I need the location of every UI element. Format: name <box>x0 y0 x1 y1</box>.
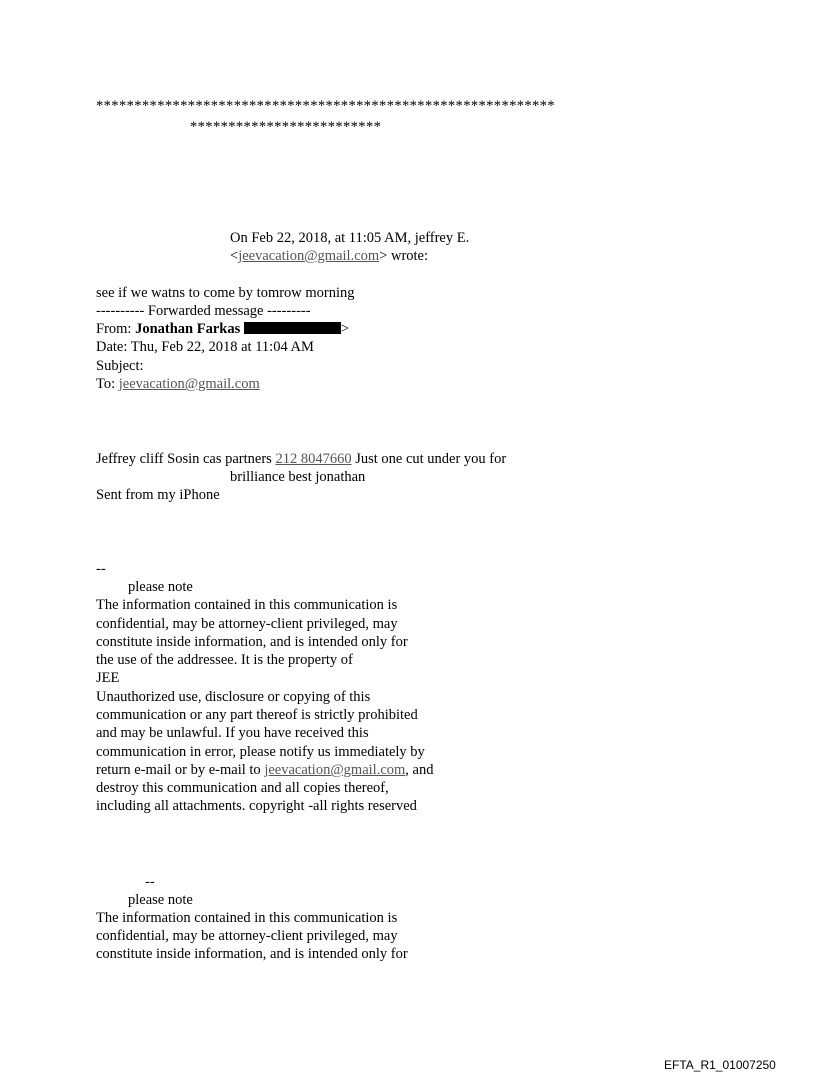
disclaimer-email-link[interactable]: jeevacation@gmail.com <box>264 762 406 778</box>
disclaimer-line: Unauthorized use, disclosure or copying of this <box>96 689 371 705</box>
disclaimer-line: The information contained in this communication is <box>96 597 398 613</box>
disclaimer-return-after: , and <box>405 762 434 778</box>
quote-header-lt: < <box>230 248 239 264</box>
quote-header-wrote: > wrote: <box>379 248 429 264</box>
to-label: To: <box>96 376 119 392</box>
from-name: Jonathan Farkas <box>135 321 241 337</box>
quote-header-email-line <box>230 247 428 266</box>
disclaimer-line: the use of the addressee. It is the property of <box>96 652 353 668</box>
to-line <box>96 375 260 394</box>
disclaimer-line: confidential, may be attorney-client privileged, may <box>96 928 398 944</box>
please-note-label: please note <box>128 892 193 908</box>
subject-line: Subject: <box>96 358 144 374</box>
from-line <box>96 320 349 339</box>
message-line-2: brilliance best jonathan <box>230 469 366 485</box>
disclaimer-line: constitute inside information, and is intended only for <box>96 634 408 650</box>
please-note-label: please note <box>128 579 193 595</box>
disclaimer-line: JEE <box>96 670 120 686</box>
from-label: From: <box>96 321 136 337</box>
disclaimer-line: confidential, may be attorney-client privileged, may <box>96 616 398 632</box>
asterisk-separator-line-2: ************************* <box>190 119 382 135</box>
date-line: Date: Thu, Feb 22, 2018 at 11:04 AM <box>96 339 314 355</box>
disclaimer-line: including all attachments. copyright -all rights reserved <box>96 798 417 814</box>
from-after: > <box>340 321 350 337</box>
disclaimer-line: and may be unlawful. If you have received this <box>96 725 369 741</box>
disclaimer-email-line <box>96 761 433 780</box>
disclaimer-line: destroy this communication and all copies thereof, <box>96 780 389 796</box>
disclaimer-line: communication or any part thereof is strictly prohibited <box>96 707 418 723</box>
phone-link[interactable]: 212 8047660 <box>275 451 352 467</box>
disclaimer-line: communication in error, please notify us immediately by <box>96 744 425 760</box>
disclaimer-line: constitute inside information, and is intended only for <box>96 946 408 962</box>
sent-from-line: Sent from my iPhone <box>96 487 220 503</box>
redaction-bar <box>244 322 341 334</box>
disclaimer-line: The information contained in this communication is <box>96 910 398 926</box>
quote-header-line: On Feb 22, 2018, at 11:05 AM, jeffrey E. <box>230 230 470 246</box>
document-id: EFTA_R1_01007250 <box>664 1058 776 1072</box>
message-text-before-phone: Jeffrey cliff Sosin cas partners <box>96 451 276 467</box>
signature-dashes: -- <box>96 561 106 577</box>
quote-header-email-link[interactable]: jeevacation@gmail.com <box>238 248 380 264</box>
disclaimer-return-before: return e-mail or by e-mail to <box>96 762 265 778</box>
message-line-1 <box>96 450 506 469</box>
forwarded-message-divider: ---------- Forwarded message --------- <box>96 303 311 319</box>
asterisk-separator-line-1: ************************************************************ <box>96 98 555 114</box>
message-text-after-phone: Just one cut under you for <box>351 451 507 467</box>
signature-dashes: -- <box>145 874 155 890</box>
to-email-link[interactable]: jeevacation@gmail.com <box>118 376 260 392</box>
intro-line: see if we watns to come by tomrow morning <box>96 285 355 301</box>
